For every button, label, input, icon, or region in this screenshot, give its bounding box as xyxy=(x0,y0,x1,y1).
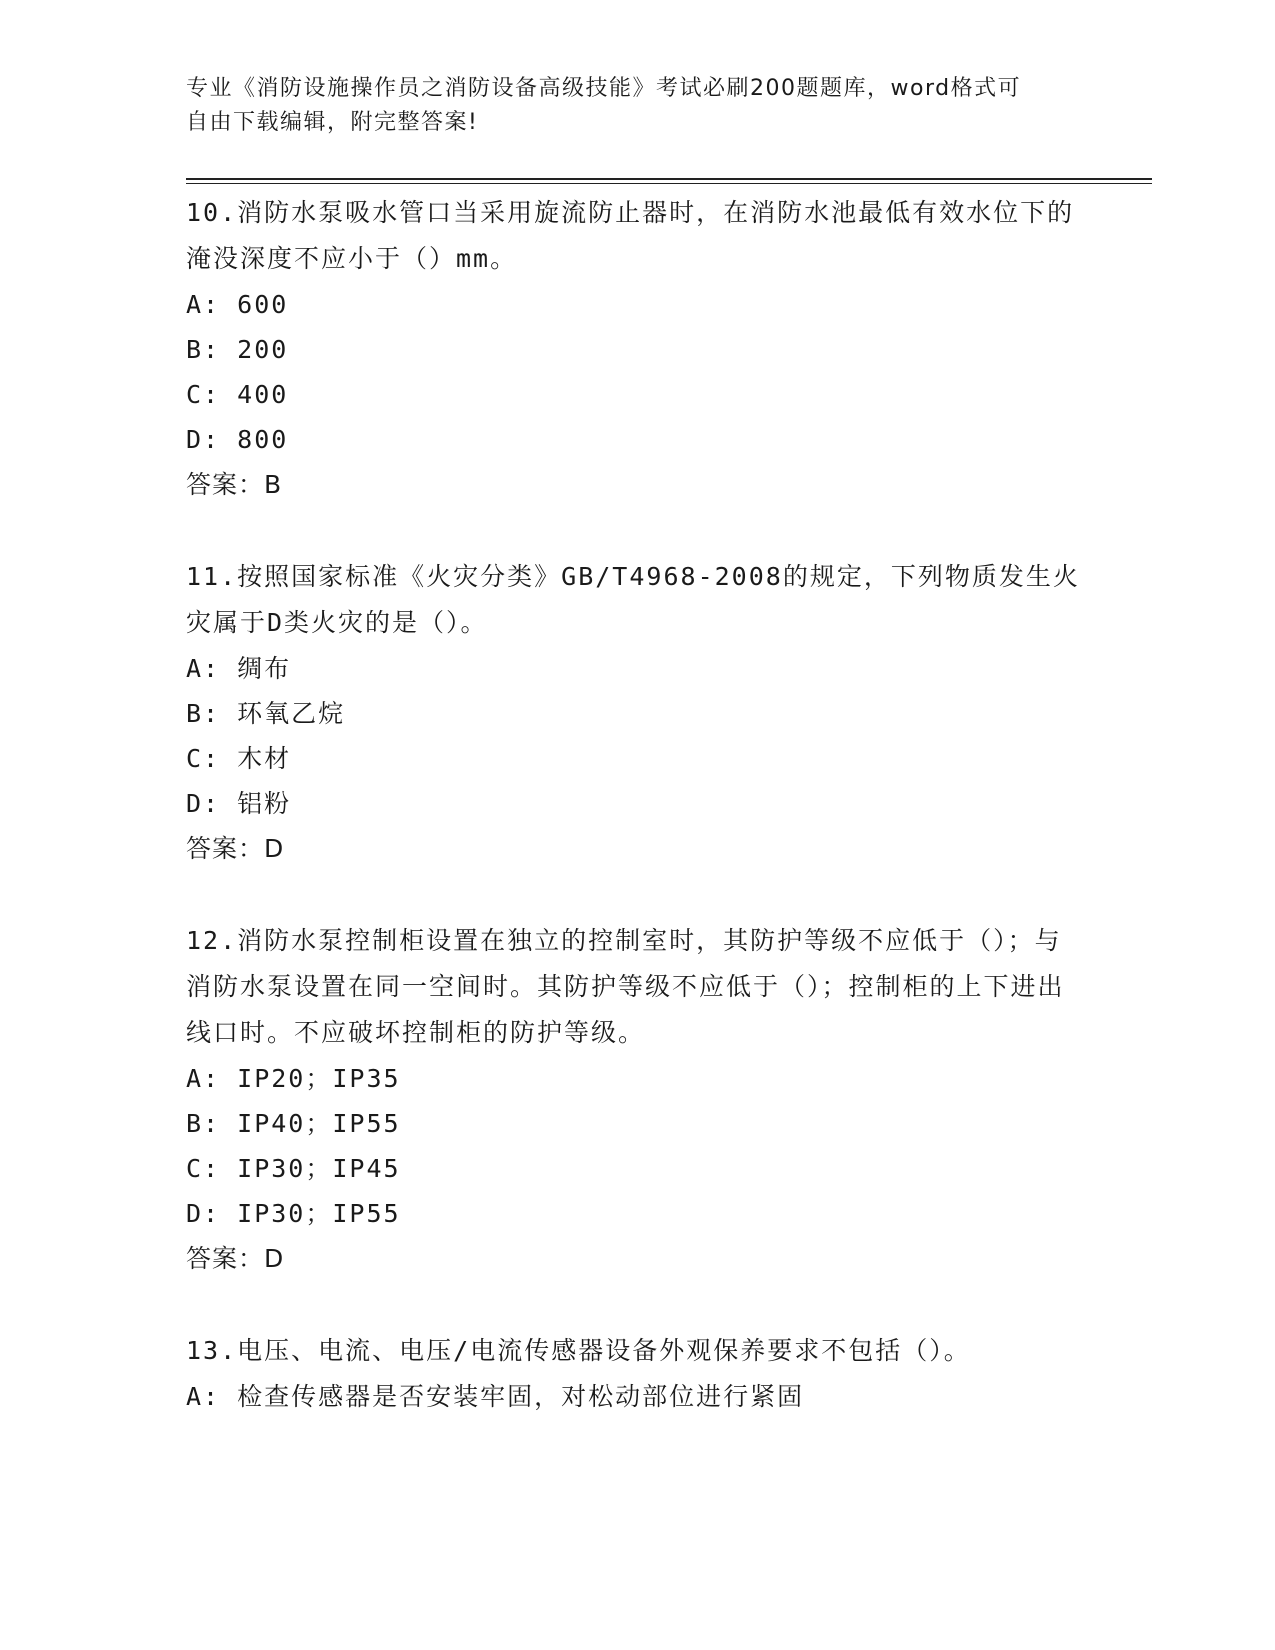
header-divider-thin xyxy=(186,183,1152,184)
answer-label: 答案：D xyxy=(186,1244,285,1273)
option-c: C: IP30；IP45 xyxy=(186,1154,401,1183)
option-b: B: 200 xyxy=(186,335,289,364)
question-13 xyxy=(186,1328,1086,1419)
option-a: A: 绸布 xyxy=(186,654,292,683)
option-d: D: 铝粉 xyxy=(186,789,292,818)
question-12 xyxy=(186,918,1086,1282)
option-b: B: IP40；IP55 xyxy=(186,1109,401,1138)
header-line-1: 专业《消防设施操作员之消防设备高级技能》考试必刷200题题库，word格式可 xyxy=(186,76,1022,101)
question-11 xyxy=(186,554,1086,872)
question-list xyxy=(186,190,1086,1465)
question-10 xyxy=(186,190,1086,508)
option-a: A: 检查传感器是否安装牢固，对松动部位进行紧固 xyxy=(186,1382,805,1411)
option-c: C: 400 xyxy=(186,380,289,409)
option-c: C: 木材 xyxy=(186,744,292,773)
option-a: A: 600 xyxy=(186,290,289,319)
option-b: B: 环氧乙烷 xyxy=(186,699,346,728)
answer-label: 答案：D xyxy=(186,834,285,863)
header-divider-thick xyxy=(186,178,1152,180)
option-a: A: IP20；IP35 xyxy=(186,1064,401,1093)
option-d: D: IP30；IP55 xyxy=(186,1199,401,1228)
question-stem: 13.电压、电流、电压/电流传感器设备外观保养要求不包括（）。 xyxy=(186,1336,971,1365)
question-stem: 12.消防水泵控制柜设置在独立的控制室时，其防护等级不应低于（）；与消防水泵设置在同一空间时。其防护等级不应低于（）；控制柜的上下进出线口时。不应破坏控制柜的防护等级。 xyxy=(186,926,1065,1047)
question-stem: 10.消防水泵吸水管口当采用旋流防止器时，在消防水池最低有效水位下的淹没深度不应小于（）mm。 xyxy=(186,198,1075,273)
question-stem: 11.按照国家标准《火灾分类》GB/T4968-2008的规定，下列物质发生火灾属于D类火灾的是（）。 xyxy=(186,562,1080,637)
document-header xyxy=(186,72,1066,140)
answer-label: 答案：B xyxy=(186,470,283,499)
option-d: D: 800 xyxy=(186,425,289,454)
header-line-2: 自由下载编辑，附完整答案! xyxy=(186,110,479,135)
